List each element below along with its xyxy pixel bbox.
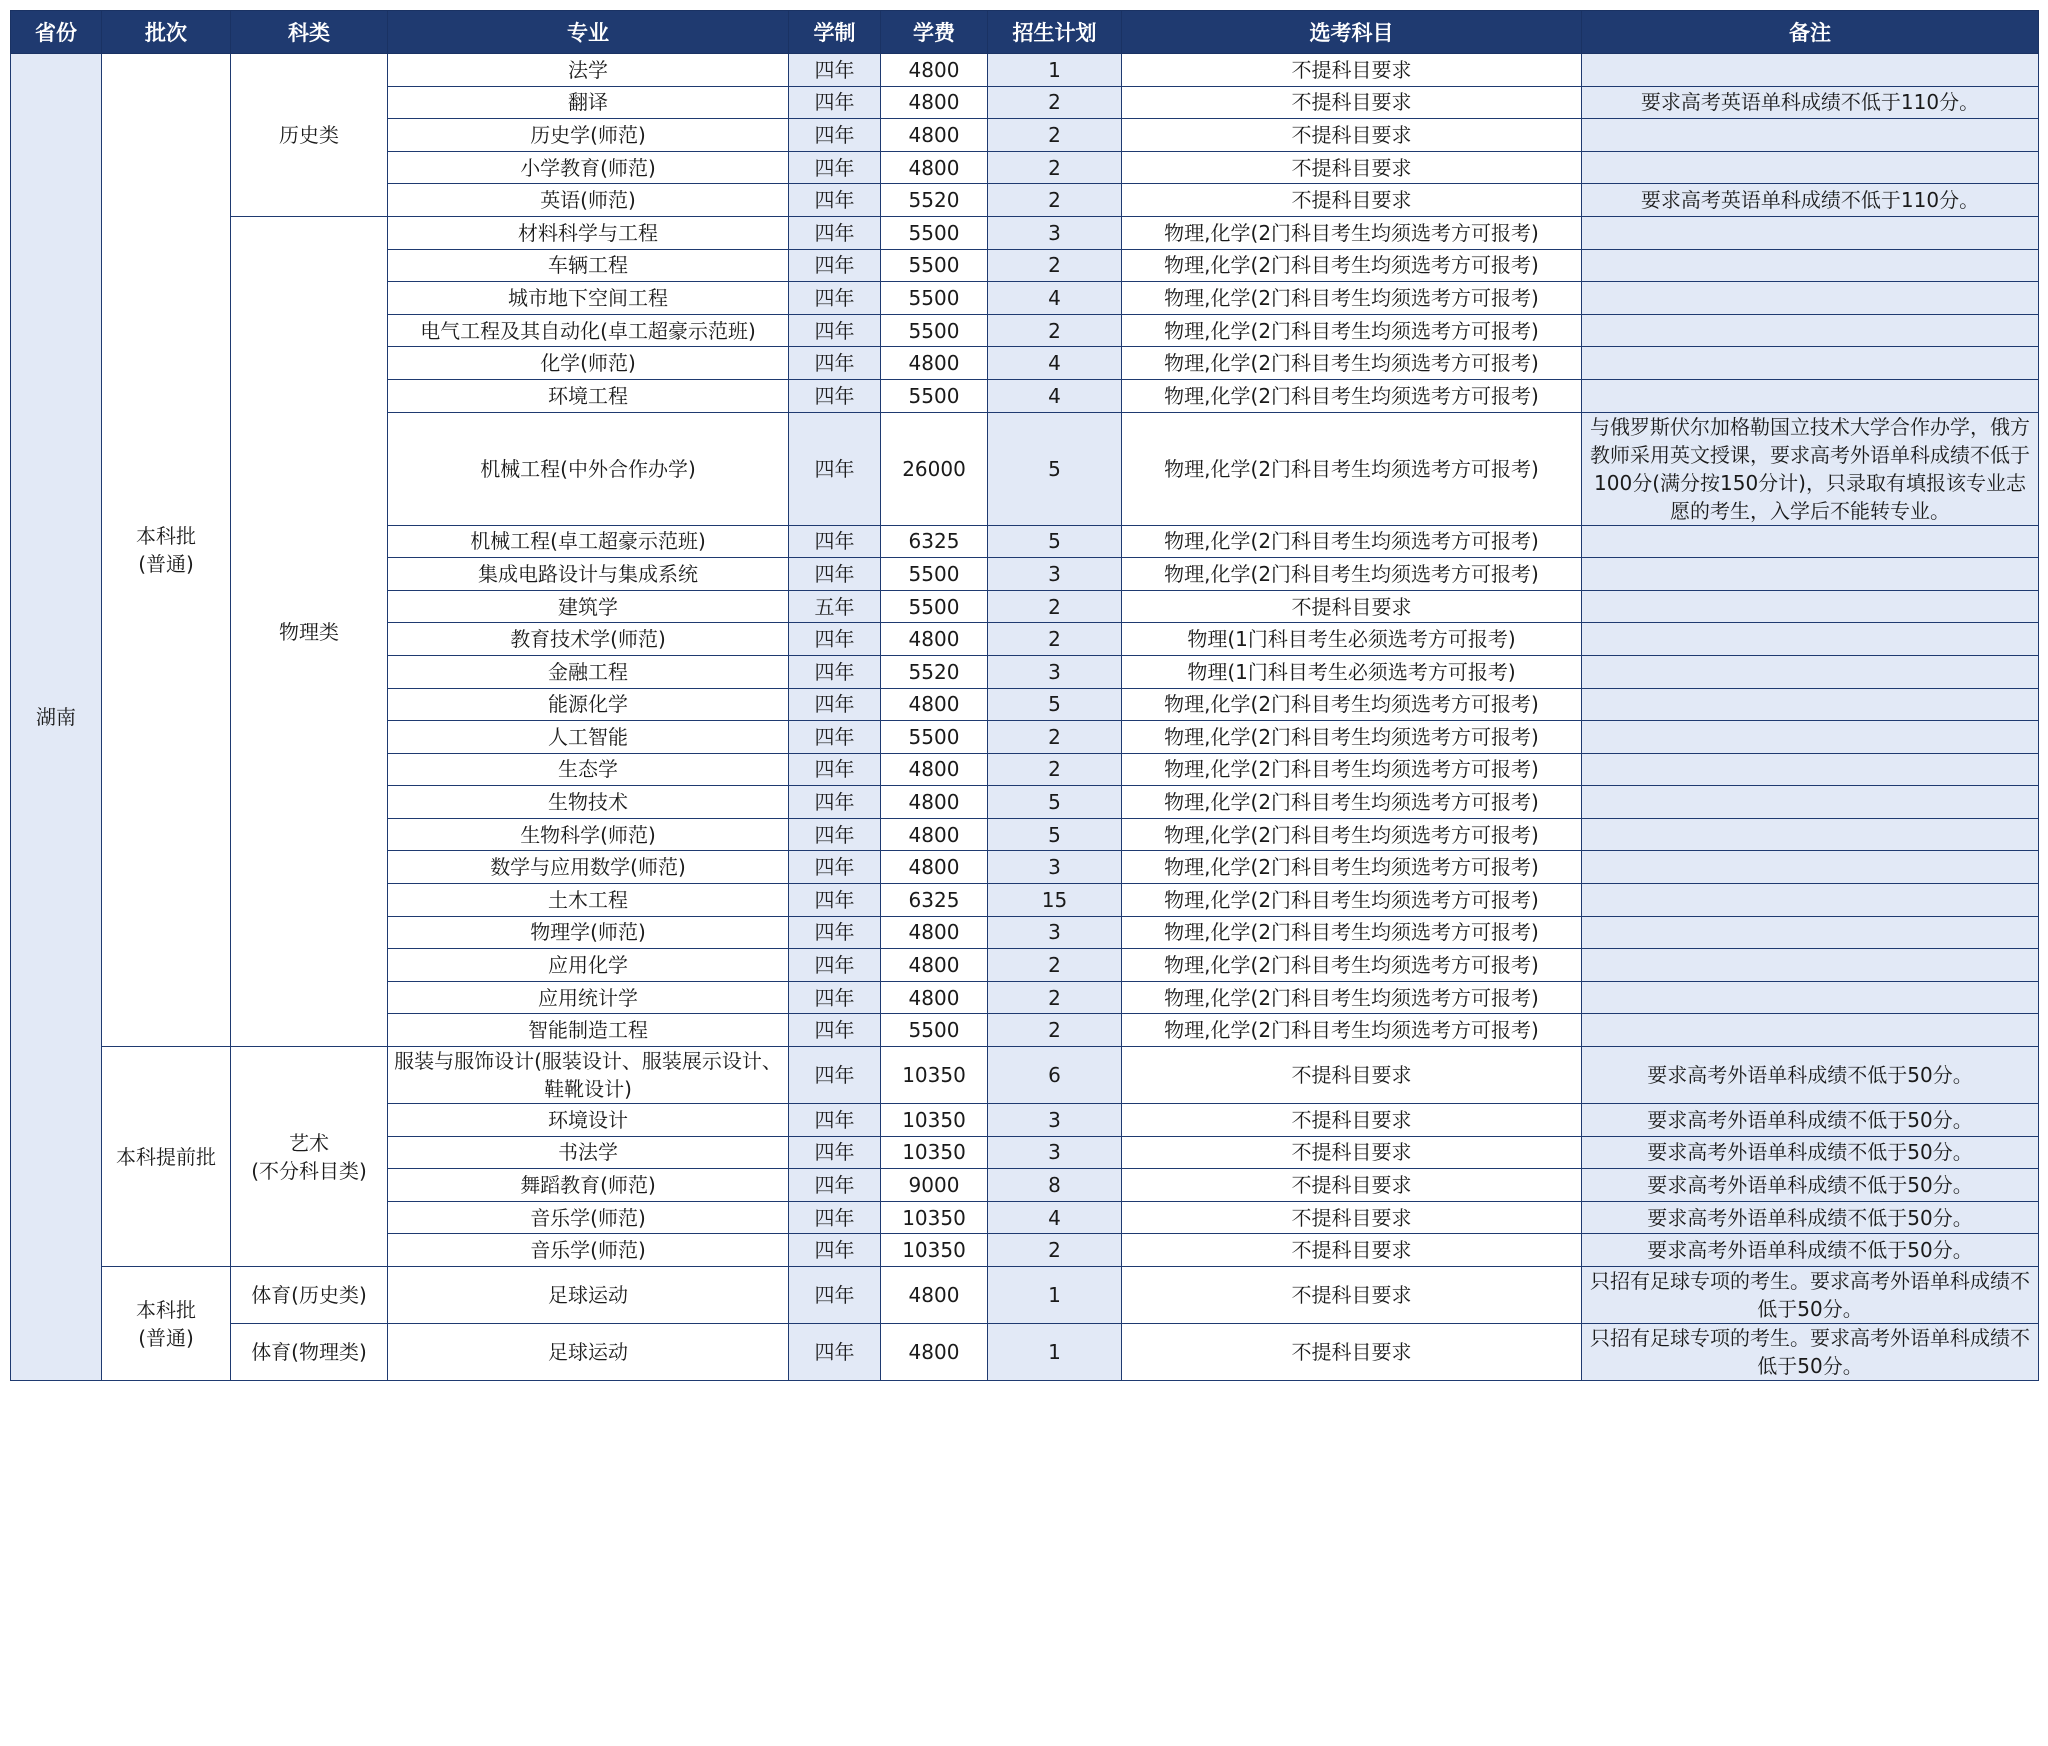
fee-cell: 6325 [881,884,988,917]
fee-cell: 5500 [881,558,988,591]
batch-cell [102,1267,231,1381]
fee-cell: 10350 [881,1136,988,1169]
plan-cell: 5 [988,786,1122,819]
duration-cell: 四年 [789,282,881,315]
major-cell: 舞蹈教育(师范) [388,1169,789,1202]
header-duration: 学制 [789,11,881,54]
note-cell: 要求高考外语单科成绩不低于50分。 [1582,1169,2039,1202]
note-cell: 与俄罗斯伏尔加格勒国立技术大学合作办学，俄方教师采用英文授课，要求高考外语单科成绩不低于100分(满分按150分计)，只录取有填报该专业志愿的考生，入学后不能转专业。 [1582,412,2039,525]
category-cell-line: (不分科目类) [251,1158,367,1183]
duration-cell: 四年 [789,216,881,249]
note-cell: 要求高考外语单科成绩不低于50分。 [1582,1104,2039,1137]
note-cell: 要求高考英语单科成绩不低于110分。 [1582,184,2039,217]
batch-cell-line: 本科提前批 [116,1144,216,1169]
subjects-cell: 物理,化学(2门科目考生均须选考方可报考) [1122,282,1582,315]
plan-cell: 4 [988,282,1122,315]
plan-cell: 3 [988,558,1122,591]
duration-cell: 四年 [789,412,881,525]
major-cell: 足球运动 [388,1324,789,1381]
table-row [11,54,2039,87]
plan-cell: 4 [988,1201,1122,1234]
fee-cell: 10350 [881,1047,988,1104]
subjects-cell: 不提科目要求 [1122,1136,1582,1169]
major-cell: 人工智能 [388,721,789,754]
batch-cell-line: (普通) [138,552,194,577]
plan-cell: 2 [988,590,1122,623]
duration-cell: 四年 [789,1136,881,1169]
subjects-cell: 物理,化学(2门科目考生均须选考方可报考) [1122,347,1582,380]
note-cell [1582,949,2039,982]
note-cell: 要求高考英语单科成绩不低于110分。 [1582,86,2039,119]
major-cell: 服装与服饰设计(服装设计、服装展示设计、鞋靴设计) [388,1047,789,1104]
fee-cell: 5500 [881,314,988,347]
major-cell: 城市地下空间工程 [388,282,789,315]
plan-cell: 2 [988,949,1122,982]
plan-cell: 1 [988,1267,1122,1324]
duration-cell: 四年 [789,1267,881,1324]
major-cell: 集成电路设计与集成系统 [388,558,789,591]
note-cell [1582,916,2039,949]
table-row [11,1047,2039,1104]
fee-cell: 10350 [881,1201,988,1234]
fee-cell: 4800 [881,851,988,884]
note-cell [1582,119,2039,152]
fee-cell: 5500 [881,1014,988,1047]
duration-cell: 四年 [789,688,881,721]
fee-cell: 5500 [881,282,988,315]
fee-cell: 4800 [881,786,988,819]
subjects-cell: 物理,化学(2门科目考生均须选考方可报考) [1122,818,1582,851]
province-cell: 湖南 [11,54,102,1381]
fee-cell: 5500 [881,590,988,623]
major-cell: 书法学 [388,1136,789,1169]
duration-cell: 四年 [789,721,881,754]
major-cell: 生态学 [388,753,789,786]
table-header-row [11,11,2039,54]
fee-cell: 5500 [881,379,988,412]
note-cell [1582,282,2039,315]
category-cell [231,216,388,1046]
note-cell: 只招有足球专项的考生。要求高考外语单科成绩不低于50分。 [1582,1324,2039,1381]
fee-cell: 10350 [881,1104,988,1137]
subjects-cell: 不提科目要求 [1122,151,1582,184]
duration-cell: 四年 [789,184,881,217]
duration-cell: 四年 [789,347,881,380]
major-cell: 应用化学 [388,949,789,982]
note-cell [1582,590,2039,623]
duration-cell: 四年 [789,379,881,412]
subjects-cell: 物理,化学(2门科目考生均须选考方可报考) [1122,1014,1582,1047]
note-cell [1582,655,2039,688]
table-row [11,216,2039,249]
major-cell: 历史学(师范) [388,119,789,152]
major-cell: 音乐学(师范) [388,1201,789,1234]
major-cell: 小学教育(师范) [388,151,789,184]
subjects-cell: 不提科目要求 [1122,1234,1582,1267]
plan-cell: 3 [988,655,1122,688]
major-cell: 数学与应用数学(师范) [388,851,789,884]
fee-cell: 4800 [881,623,988,656]
major-cell: 材料科学与工程 [388,216,789,249]
duration-cell: 四年 [789,623,881,656]
plan-cell: 15 [988,884,1122,917]
fee-cell: 9000 [881,1169,988,1202]
subjects-cell: 物理,化学(2门科目考生均须选考方可报考) [1122,753,1582,786]
duration-cell: 四年 [789,753,881,786]
note-cell [1582,379,2039,412]
major-cell: 生物技术 [388,786,789,819]
fee-cell: 4800 [881,86,988,119]
fee-cell: 4800 [881,151,988,184]
subjects-cell: 不提科目要求 [1122,1047,1582,1104]
duration-cell: 四年 [789,1169,881,1202]
subjects-cell: 不提科目要求 [1122,590,1582,623]
plan-cell: 2 [988,981,1122,1014]
fee-cell: 26000 [881,412,988,525]
plan-cell: 2 [988,249,1122,282]
fee-cell: 10350 [881,1234,988,1267]
plan-cell: 3 [988,1136,1122,1169]
subjects-cell: 物理,化学(2门科目考生均须选考方可报考) [1122,216,1582,249]
subjects-cell: 物理,化学(2门科目考生均须选考方可报考) [1122,525,1582,558]
plan-cell: 3 [988,916,1122,949]
subjects-cell: 物理,化学(2门科目考生均须选考方可报考) [1122,949,1582,982]
duration-cell: 四年 [789,86,881,119]
major-cell: 翻译 [388,86,789,119]
subjects-cell: 物理(1门科目考生必须选考方可报考) [1122,623,1582,656]
subjects-cell: 物理,化学(2门科目考生均须选考方可报考) [1122,981,1582,1014]
header-province: 省份 [11,11,102,54]
note-cell [1582,721,2039,754]
plan-cell: 3 [988,216,1122,249]
duration-cell: 四年 [789,1234,881,1267]
major-cell: 化学(师范) [388,347,789,380]
plan-cell: 2 [988,1014,1122,1047]
major-cell: 土木工程 [388,884,789,917]
fee-cell: 4800 [881,54,988,87]
major-cell: 环境设计 [388,1104,789,1137]
subjects-cell: 物理,化学(2门科目考生均须选考方可报考) [1122,558,1582,591]
fee-cell: 5520 [881,655,988,688]
duration-cell: 四年 [789,1201,881,1234]
subjects-cell: 不提科目要求 [1122,1169,1582,1202]
duration-cell: 四年 [789,249,881,282]
fee-cell: 4800 [881,981,988,1014]
fee-cell: 4800 [881,949,988,982]
duration-cell: 四年 [789,851,881,884]
subjects-cell: 不提科目要求 [1122,1324,1582,1381]
major-cell: 车辆工程 [388,249,789,282]
plan-cell: 2 [988,151,1122,184]
subjects-cell: 物理,化学(2门科目考生均须选考方可报考) [1122,314,1582,347]
subjects-cell: 物理,化学(2门科目考生均须选考方可报考) [1122,786,1582,819]
header-note: 备注 [1582,11,2039,54]
subjects-cell: 不提科目要求 [1122,1201,1582,1234]
fee-cell: 5500 [881,721,988,754]
subjects-cell: 物理,化学(2门科目考生均须选考方可报考) [1122,688,1582,721]
duration-cell: 四年 [789,314,881,347]
note-cell: 要求高考外语单科成绩不低于50分。 [1582,1047,2039,1104]
note-cell [1582,753,2039,786]
category-cell-line: 物理类 [279,619,339,644]
plan-cell: 1 [988,54,1122,87]
note-cell [1582,623,2039,656]
note-cell: 要求高考外语单科成绩不低于50分。 [1582,1234,2039,1267]
major-cell: 建筑学 [388,590,789,623]
category-cell-line: 体育(历史类) [251,1283,367,1307]
major-cell: 物理学(师范) [388,916,789,949]
major-cell: 能源化学 [388,688,789,721]
category-cell-line: 体育(物理类) [251,1340,367,1364]
subjects-cell: 物理(1门科目考生必须选考方可报考) [1122,655,1582,688]
plan-cell: 2 [988,623,1122,656]
duration-cell: 四年 [789,119,881,152]
note-cell [1582,688,2039,721]
major-cell: 英语(师范) [388,184,789,217]
note-cell [1582,1014,2039,1047]
duration-cell: 四年 [789,786,881,819]
fee-cell: 4800 [881,818,988,851]
batch-cell-line: (普通) [138,1325,194,1350]
batch-cell-line: 本科批 [136,524,196,549]
note-cell [1582,786,2039,819]
fee-cell: 4800 [881,1324,988,1381]
duration-cell: 五年 [789,590,881,623]
duration-cell: 四年 [789,151,881,184]
note-cell [1582,981,2039,1014]
note-cell: 要求高考外语单科成绩不低于50分。 [1582,1201,2039,1234]
fee-cell: 5500 [881,249,988,282]
plan-cell: 3 [988,1104,1122,1137]
plan-cell: 4 [988,347,1122,380]
plan-cell: 2 [988,119,1122,152]
category-cell [231,54,388,217]
subjects-cell: 物理,化学(2门科目考生均须选考方可报考) [1122,851,1582,884]
category-cell [231,1324,388,1381]
header-major: 专业 [388,11,789,54]
note-cell [1582,151,2039,184]
note-cell [1582,249,2039,282]
plan-cell: 2 [988,721,1122,754]
duration-cell: 四年 [789,655,881,688]
duration-cell: 四年 [789,1104,881,1137]
major-cell: 教育技术学(师范) [388,623,789,656]
batch-cell [102,1047,231,1267]
note-cell [1582,851,2039,884]
major-cell: 金融工程 [388,655,789,688]
duration-cell: 四年 [789,981,881,1014]
plan-cell: 2 [988,753,1122,786]
note-cell [1582,54,2039,87]
major-cell: 电气工程及其自动化(卓工超豪示范班) [388,314,789,347]
note-cell [1582,347,2039,380]
fee-cell: 5500 [881,216,988,249]
note-cell [1582,216,2039,249]
subjects-cell: 不提科目要求 [1122,184,1582,217]
header-fee: 学费 [881,11,988,54]
header-batch: 批次 [102,11,231,54]
duration-cell: 四年 [789,1014,881,1047]
subjects-cell: 不提科目要求 [1122,1267,1582,1324]
subjects-cell: 物理,化学(2门科目考生均须选考方可报考) [1122,916,1582,949]
duration-cell: 四年 [789,1047,881,1104]
major-cell: 机械工程(卓工超豪示范班) [388,525,789,558]
subjects-cell: 物理,化学(2门科目考生均须选考方可报考) [1122,884,1582,917]
plan-cell: 2 [988,1234,1122,1267]
major-cell: 生物科学(师范) [388,818,789,851]
fee-cell: 4800 [881,119,988,152]
header-category: 科类 [231,11,388,54]
plan-cell: 2 [988,314,1122,347]
subjects-cell: 不提科目要求 [1122,54,1582,87]
note-cell [1582,525,2039,558]
duration-cell: 四年 [789,1324,881,1381]
subjects-cell: 不提科目要求 [1122,86,1582,119]
plan-cell: 4 [988,379,1122,412]
note-cell [1582,314,2039,347]
subjects-cell: 物理,化学(2门科目考生均须选考方可报考) [1122,412,1582,525]
major-cell: 机械工程(中外合作办学) [388,412,789,525]
fee-cell: 4800 [881,688,988,721]
plan-cell: 5 [988,412,1122,525]
subjects-cell: 物理,化学(2门科目考生均须选考方可报考) [1122,379,1582,412]
category-cell [231,1267,388,1324]
duration-cell: 四年 [789,558,881,591]
admission-table-container [10,10,2038,1381]
duration-cell: 四年 [789,818,881,851]
fee-cell: 6325 [881,525,988,558]
plan-cell: 2 [988,86,1122,119]
category-cell-line: 历史类 [279,122,339,147]
plan-cell: 6 [988,1047,1122,1104]
subjects-cell: 物理,化学(2门科目考生均须选考方可报考) [1122,249,1582,282]
major-cell: 音乐学(师范) [388,1234,789,1267]
fee-cell: 4800 [881,347,988,380]
major-cell: 智能制造工程 [388,1014,789,1047]
note-cell [1582,818,2039,851]
fee-cell: 4800 [881,916,988,949]
plan-cell: 5 [988,818,1122,851]
subjects-cell: 不提科目要求 [1122,119,1582,152]
note-cell: 要求高考外语单科成绩不低于50分。 [1582,1136,2039,1169]
admission-plan-table [10,10,2039,1381]
duration-cell: 四年 [789,916,881,949]
category-cell [231,1047,388,1267]
note-cell [1582,558,2039,591]
major-cell: 法学 [388,54,789,87]
fee-cell: 4800 [881,753,988,786]
major-cell: 足球运动 [388,1267,789,1324]
plan-cell: 1 [988,1324,1122,1381]
duration-cell: 四年 [789,54,881,87]
note-cell [1582,884,2039,917]
duration-cell: 四年 [789,525,881,558]
batch-cell-line: 本科批 [136,1297,196,1322]
batch-cell [102,54,231,1047]
fee-cell: 4800 [881,1267,988,1324]
plan-cell: 5 [988,688,1122,721]
header-subjects: 选考科目 [1122,11,1582,54]
duration-cell: 四年 [789,949,881,982]
plan-cell: 2 [988,184,1122,217]
subjects-cell: 不提科目要求 [1122,1104,1582,1137]
duration-cell: 四年 [789,884,881,917]
plan-cell: 5 [988,525,1122,558]
plan-cell: 3 [988,851,1122,884]
category-cell-line: 艺术 [289,1130,329,1155]
subjects-cell: 物理,化学(2门科目考生均须选考方可报考) [1122,721,1582,754]
major-cell: 环境工程 [388,379,789,412]
table-row [11,1324,2039,1381]
fee-cell: 5520 [881,184,988,217]
note-cell: 只招有足球专项的考生。要求高考外语单科成绩不低于50分。 [1582,1267,2039,1324]
major-cell: 应用统计学 [388,981,789,1014]
table-row [11,1267,2039,1324]
plan-cell: 8 [988,1169,1122,1202]
header-plan: 招生计划 [988,11,1122,54]
